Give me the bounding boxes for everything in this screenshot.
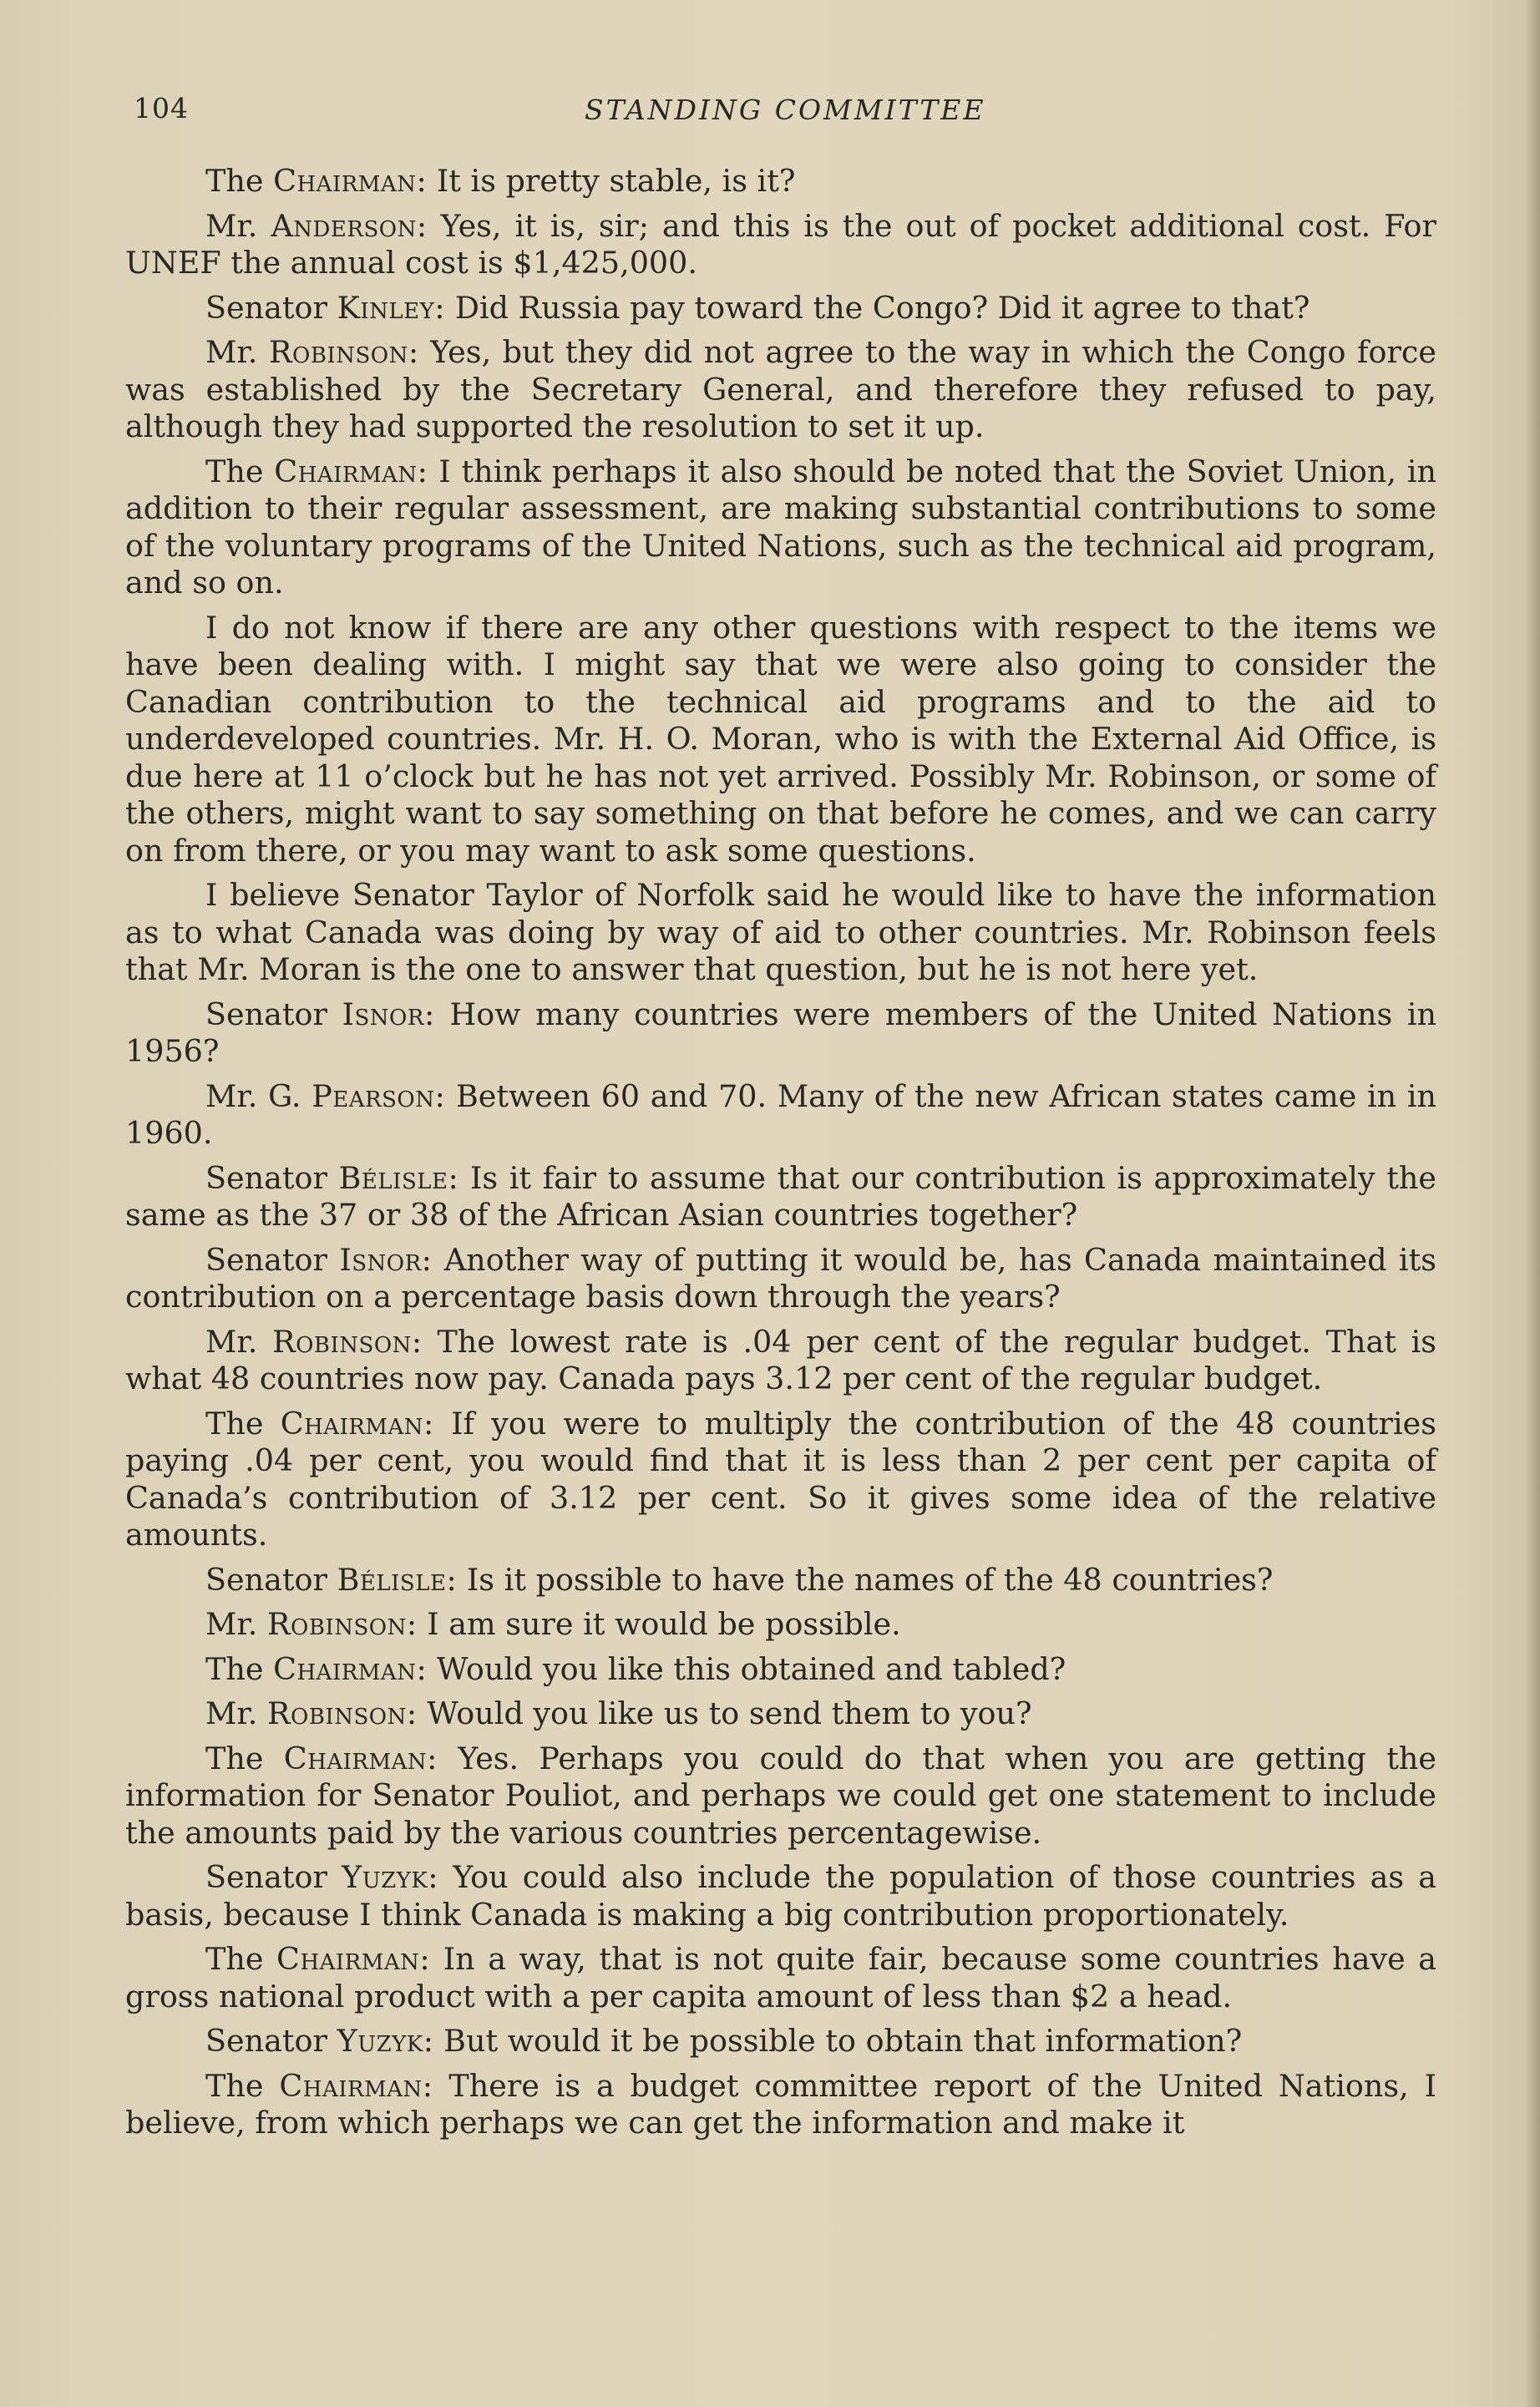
transcript-paragraph bbox=[125, 610, 1436, 870]
transcript-paragraph bbox=[125, 1859, 1436, 1933]
transcript-paragraph bbox=[125, 2068, 1436, 2142]
statement-text: Between 60 and 70. Many of the new African states came in in 1960. bbox=[125, 1077, 1436, 1151]
speaker-name: Robinson: bbox=[269, 334, 419, 370]
transcript-paragraph bbox=[125, 1941, 1436, 2015]
speaker-name: Kinley: bbox=[337, 289, 446, 326]
speaker-name: Yuzyk: bbox=[337, 2023, 434, 2059]
transcript-paragraph bbox=[125, 1078, 1436, 1153]
speaker-title: The bbox=[205, 1740, 264, 1776]
speaker-name: Chairman: bbox=[276, 1941, 431, 1977]
speaker-title: The bbox=[205, 2067, 264, 2104]
transcript-paragraph bbox=[125, 877, 1436, 989]
statement-text: Yes, but they did not agree to the way in which the Congo force was established by the Secretary General, and therefore they refused to pay, although they had supported the resolution to set it up. bbox=[125, 334, 1436, 444]
speaker-name: Robinson: bbox=[267, 1606, 418, 1642]
speaker-title: Mr. bbox=[205, 1606, 258, 1642]
transcript-paragraph bbox=[125, 454, 1436, 602]
transcript-paragraph bbox=[125, 1741, 1436, 1852]
statement-text: Did Russia pay toward the Congo? Did it agree to that? bbox=[454, 289, 1310, 326]
transcript-paragraph bbox=[125, 1406, 1436, 1554]
page-number: 104 bbox=[134, 92, 189, 124]
speaker-name: Chairman: bbox=[283, 1740, 438, 1776]
speaker-name: Robinson: bbox=[272, 1323, 423, 1360]
statement-text: The lowest rate is .04 per cent of the regular budget. That is what 48 countries now pay. Canada pays 3.12 per cent of the regular budget. bbox=[125, 1323, 1436, 1396]
statement-text: Is it possible to have the names of the 48 countries? bbox=[466, 1561, 1274, 1598]
transcript-paragraph bbox=[125, 290, 1436, 327]
statement-text: How many countries were members of the United Nations in 1956? bbox=[125, 996, 1436, 1069]
speaker-name: Bélisle: bbox=[337, 1561, 458, 1598]
page-header bbox=[134, 92, 1436, 134]
statement-text: Yes, it is, sir; and this is the out of pocket additional cost. For UNEF the annual cost is $1,425,000. bbox=[125, 207, 1436, 281]
statement-text: But would it be possible to obtain that information? bbox=[443, 2023, 1243, 2059]
statement-text: You could also include the population of those countries as a basis, because I think Canada is making a big contribution proportionately. bbox=[125, 1859, 1437, 1933]
transcript-paragraph bbox=[125, 163, 1436, 200]
statement-text: If you were to multiply the contribution of the 48 countries paying .04 per cent, you would find that it is less than 2 per cent per capita of Canada’s contribution of 3.12 per cent. So it gives some idea of the relative amounts. bbox=[125, 1405, 1436, 1553]
transcript-paragraph bbox=[125, 208, 1436, 282]
speaker-title: Mr. bbox=[205, 334, 258, 370]
statement-text: I believe Senator Taylor of Norfolk said he would like to have the information as to what Canada was doing by way of aid to other countries. Mr. Robinson feels that Mr. Moran is the one to answer that question, but he is not here yet. bbox=[125, 877, 1436, 987]
transcript-paragraph bbox=[125, 1606, 1436, 1644]
transcript-paragraph bbox=[125, 1562, 1436, 1599]
speaker-name: Chairman: bbox=[273, 1650, 428, 1687]
speaker-title: Senator bbox=[205, 289, 327, 326]
transcript-paragraph bbox=[125, 1324, 1436, 1398]
speaker-title: Senator bbox=[205, 2023, 327, 2059]
speaker-title: The bbox=[205, 1405, 264, 1442]
statement-text: Would you like us to send them to you? bbox=[427, 1695, 1032, 1731]
running-head: STANDING COMMITTEE bbox=[585, 94, 986, 126]
statement-text: I am sure it would be possible. bbox=[427, 1606, 901, 1642]
speaker-title: The bbox=[205, 1650, 264, 1687]
speaker-name: Chairman: bbox=[280, 1405, 434, 1442]
transcript-paragraph bbox=[125, 334, 1436, 446]
speaker-title: Mr. bbox=[205, 1695, 258, 1731]
speaker-name: Bélisle: bbox=[338, 1159, 459, 1196]
speaker-title: Mr. bbox=[205, 1323, 258, 1360]
speaker-name: Chairman: bbox=[274, 453, 428, 489]
speaker-name: Isnor: bbox=[339, 1241, 433, 1278]
transcript-paragraph bbox=[125, 1695, 1436, 1733]
speaker-title: Senator bbox=[205, 1241, 327, 1278]
statement-text: There is a budget committee report of the United Nations, I believe, from which perhaps we can get the information and make it bbox=[125, 2067, 1437, 2141]
transcript-paragraph bbox=[125, 1651, 1436, 1689]
speaker-name: Isnor: bbox=[342, 996, 435, 1032]
page-edge-shadow bbox=[1525, 0, 1540, 2407]
speaker-title: Mr. G. bbox=[205, 1077, 301, 1114]
statement-text: Yes. Perhaps you could do that when you are getting the information for Senator Pouliot, and perhaps we could get one statement to include the amounts paid by the various countries percentagewise. bbox=[125, 1740, 1436, 1851]
speaker-title: The bbox=[205, 453, 264, 489]
statement-text: Is it fair to assume that our contribution is approximately the same as the 37 or 38 of the African Asian countries together? bbox=[125, 1159, 1436, 1233]
statement-text: It is pretty stable, is it? bbox=[436, 163, 796, 199]
statement-text: In a way, that is not quite fair, because some countries have a gross national product with a per capita amount of less than $2 a head. bbox=[125, 1941, 1436, 2014]
transcript-body bbox=[125, 163, 1436, 2150]
statement-text: I do not know if there are any other questions with respect to the items we have been dealing with. I might say that we were also going to consider the Canadian contribution to the technical aid programs and to the aid to underdeveloped countries. Mr. H. O. Moran, who is with the External Aid Office, is due here at 11 o’clock but he has not yet arrived. Possibly Mr. Robinson, or some of the others, might want to say something on that before he comes, and we can carry on from there, or you may want to ask some questions. bbox=[125, 609, 1436, 869]
statement-text: Another way of putting it would be, has Canada maintained its contribution on a percentage basis down through the years? bbox=[125, 1241, 1437, 1315]
speaker-name: Chairman: bbox=[279, 2067, 433, 2104]
transcript-paragraph bbox=[125, 2023, 1436, 2060]
speaker-title: Senator bbox=[205, 996, 327, 1032]
transcript-paragraph bbox=[125, 1160, 1436, 1234]
speaker-name: Yuzyk: bbox=[342, 1859, 439, 1895]
transcript-paragraph bbox=[125, 996, 1436, 1071]
statement-text: Would you like this obtained and tabled? bbox=[436, 1650, 1066, 1687]
speaker-name: Chairman: bbox=[273, 163, 428, 199]
speaker-title: Senator bbox=[205, 1859, 327, 1895]
speaker-name: Anderson: bbox=[271, 207, 428, 244]
statement-text: I think perhaps it also should be noted that the Soviet Union, in addition to their regular assessment, are making substantial contributions to some of the voluntary programs of the United Nations, such as the technical aid program, and so on. bbox=[125, 453, 1437, 600]
speaker-title: The bbox=[205, 1941, 264, 1977]
speaker-title: Senator bbox=[205, 1159, 327, 1196]
transcript-paragraph bbox=[125, 1242, 1436, 1316]
speaker-title: Mr. bbox=[205, 207, 258, 244]
speaker-name: Pearson: bbox=[312, 1077, 446, 1114]
speaker-name: Robinson: bbox=[267, 1695, 418, 1731]
speaker-title: The bbox=[205, 163, 264, 199]
speaker-title: Senator bbox=[205, 1561, 327, 1598]
